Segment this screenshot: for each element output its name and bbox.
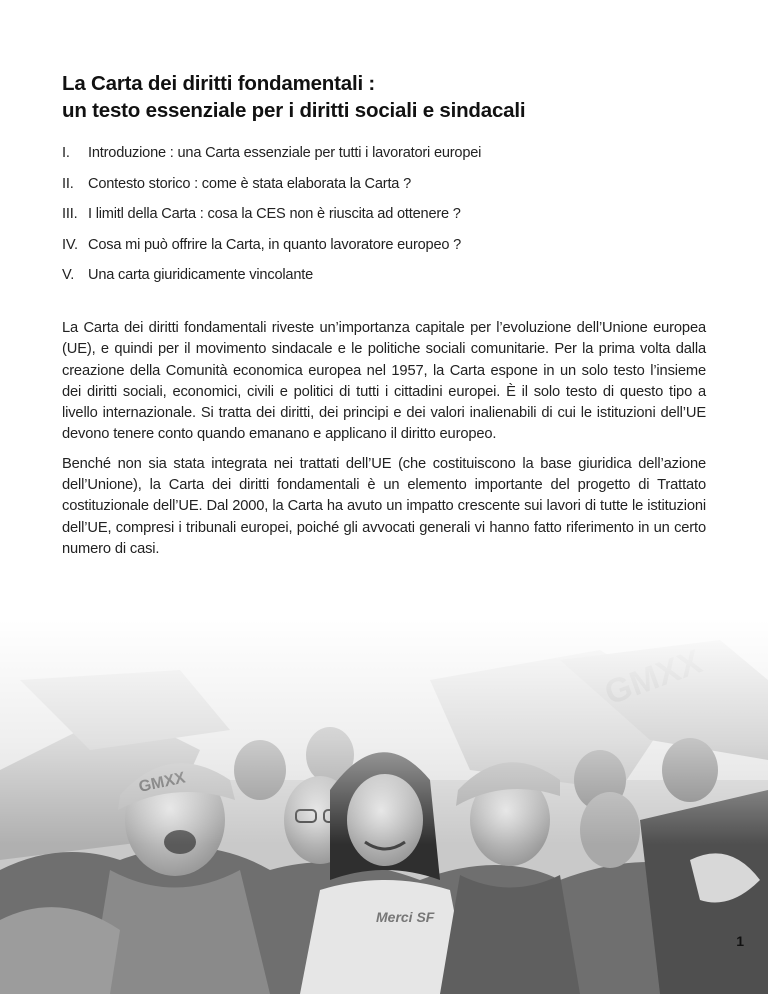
- title-line-1: La Carta dei diritti fondamentali :: [62, 71, 376, 95]
- toc-item: [62, 204, 722, 235]
- toc-text: Una carta giuridicamente vincolante: [88, 267, 314, 283]
- page-title: [62, 70, 722, 124]
- toc-number: IV.: [62, 236, 78, 253]
- title-line-2: un testo essenziale per i diritti sociali e sindacali: [62, 98, 526, 122]
- toc-item: [62, 265, 722, 296]
- toc-text: Contesto storico : come è stata elaborata la Carta ?: [88, 175, 411, 192]
- toc-item: [62, 143, 722, 174]
- paragraph: La Carta dei diritti fondamentali riveste un’importanza capitale per l’evoluzione dell’Unione europea (UE), e quindi per il movimento sindacale e le politiche sociali comunitarie. Per la prima volta dalla creazione della Comunità economica europea nel 1957, la Carta espone in un solo testo l’insieme dei diritti sociali, economici, civili e politici di tutti i cittadini europei. È il solo testo di questo tipo a livello internazionale. Si tratta dei diritti, dei principi e dei valori inalienabili di cui le istituzioni dell’UE devono tenere conto quando emanano e applicano il diritto europeo.: [62, 320, 706, 443]
- table-of-contents: [62, 143, 722, 296]
- toc-text: Cosa mi può offrire la Carta, in quanto lavoratore europeo ?: [88, 236, 462, 253]
- toc-number: V.: [62, 267, 75, 283]
- toc-number: II.: [62, 175, 74, 192]
- page-number: 1: [736, 933, 744, 949]
- toc-text: Introduzione : una Carta essenziale per tutti i lavoratori europei: [88, 145, 482, 161]
- toc-item: [62, 235, 722, 266]
- crowd-photo: [0, 620, 768, 994]
- body-text: [62, 318, 706, 568]
- paragraph: Benché non sia stata integrata nei trattati dell’UE (che costituiscono la base giuridica dell’azione dell’Unione), la Carta dei diritti fondamentali è un elemento importante del progetto di Trattato costituzionale dell’UE. Dal 2000, la Carta ha avuto un impatto crescente sui lavori di tutte le istituzioni dell’UE, compresi i tribunali europei, poiché gli avvocati generali vi hanno fatto riferimento in un certo numero di casi.: [62, 455, 706, 557]
- toc-number: I.: [62, 145, 70, 161]
- toc-number: III.: [62, 206, 78, 222]
- toc-text: I limitl della Carta : cosa la CES non è riuscita ad ottenere ?: [88, 206, 461, 222]
- toc-item: [62, 174, 722, 205]
